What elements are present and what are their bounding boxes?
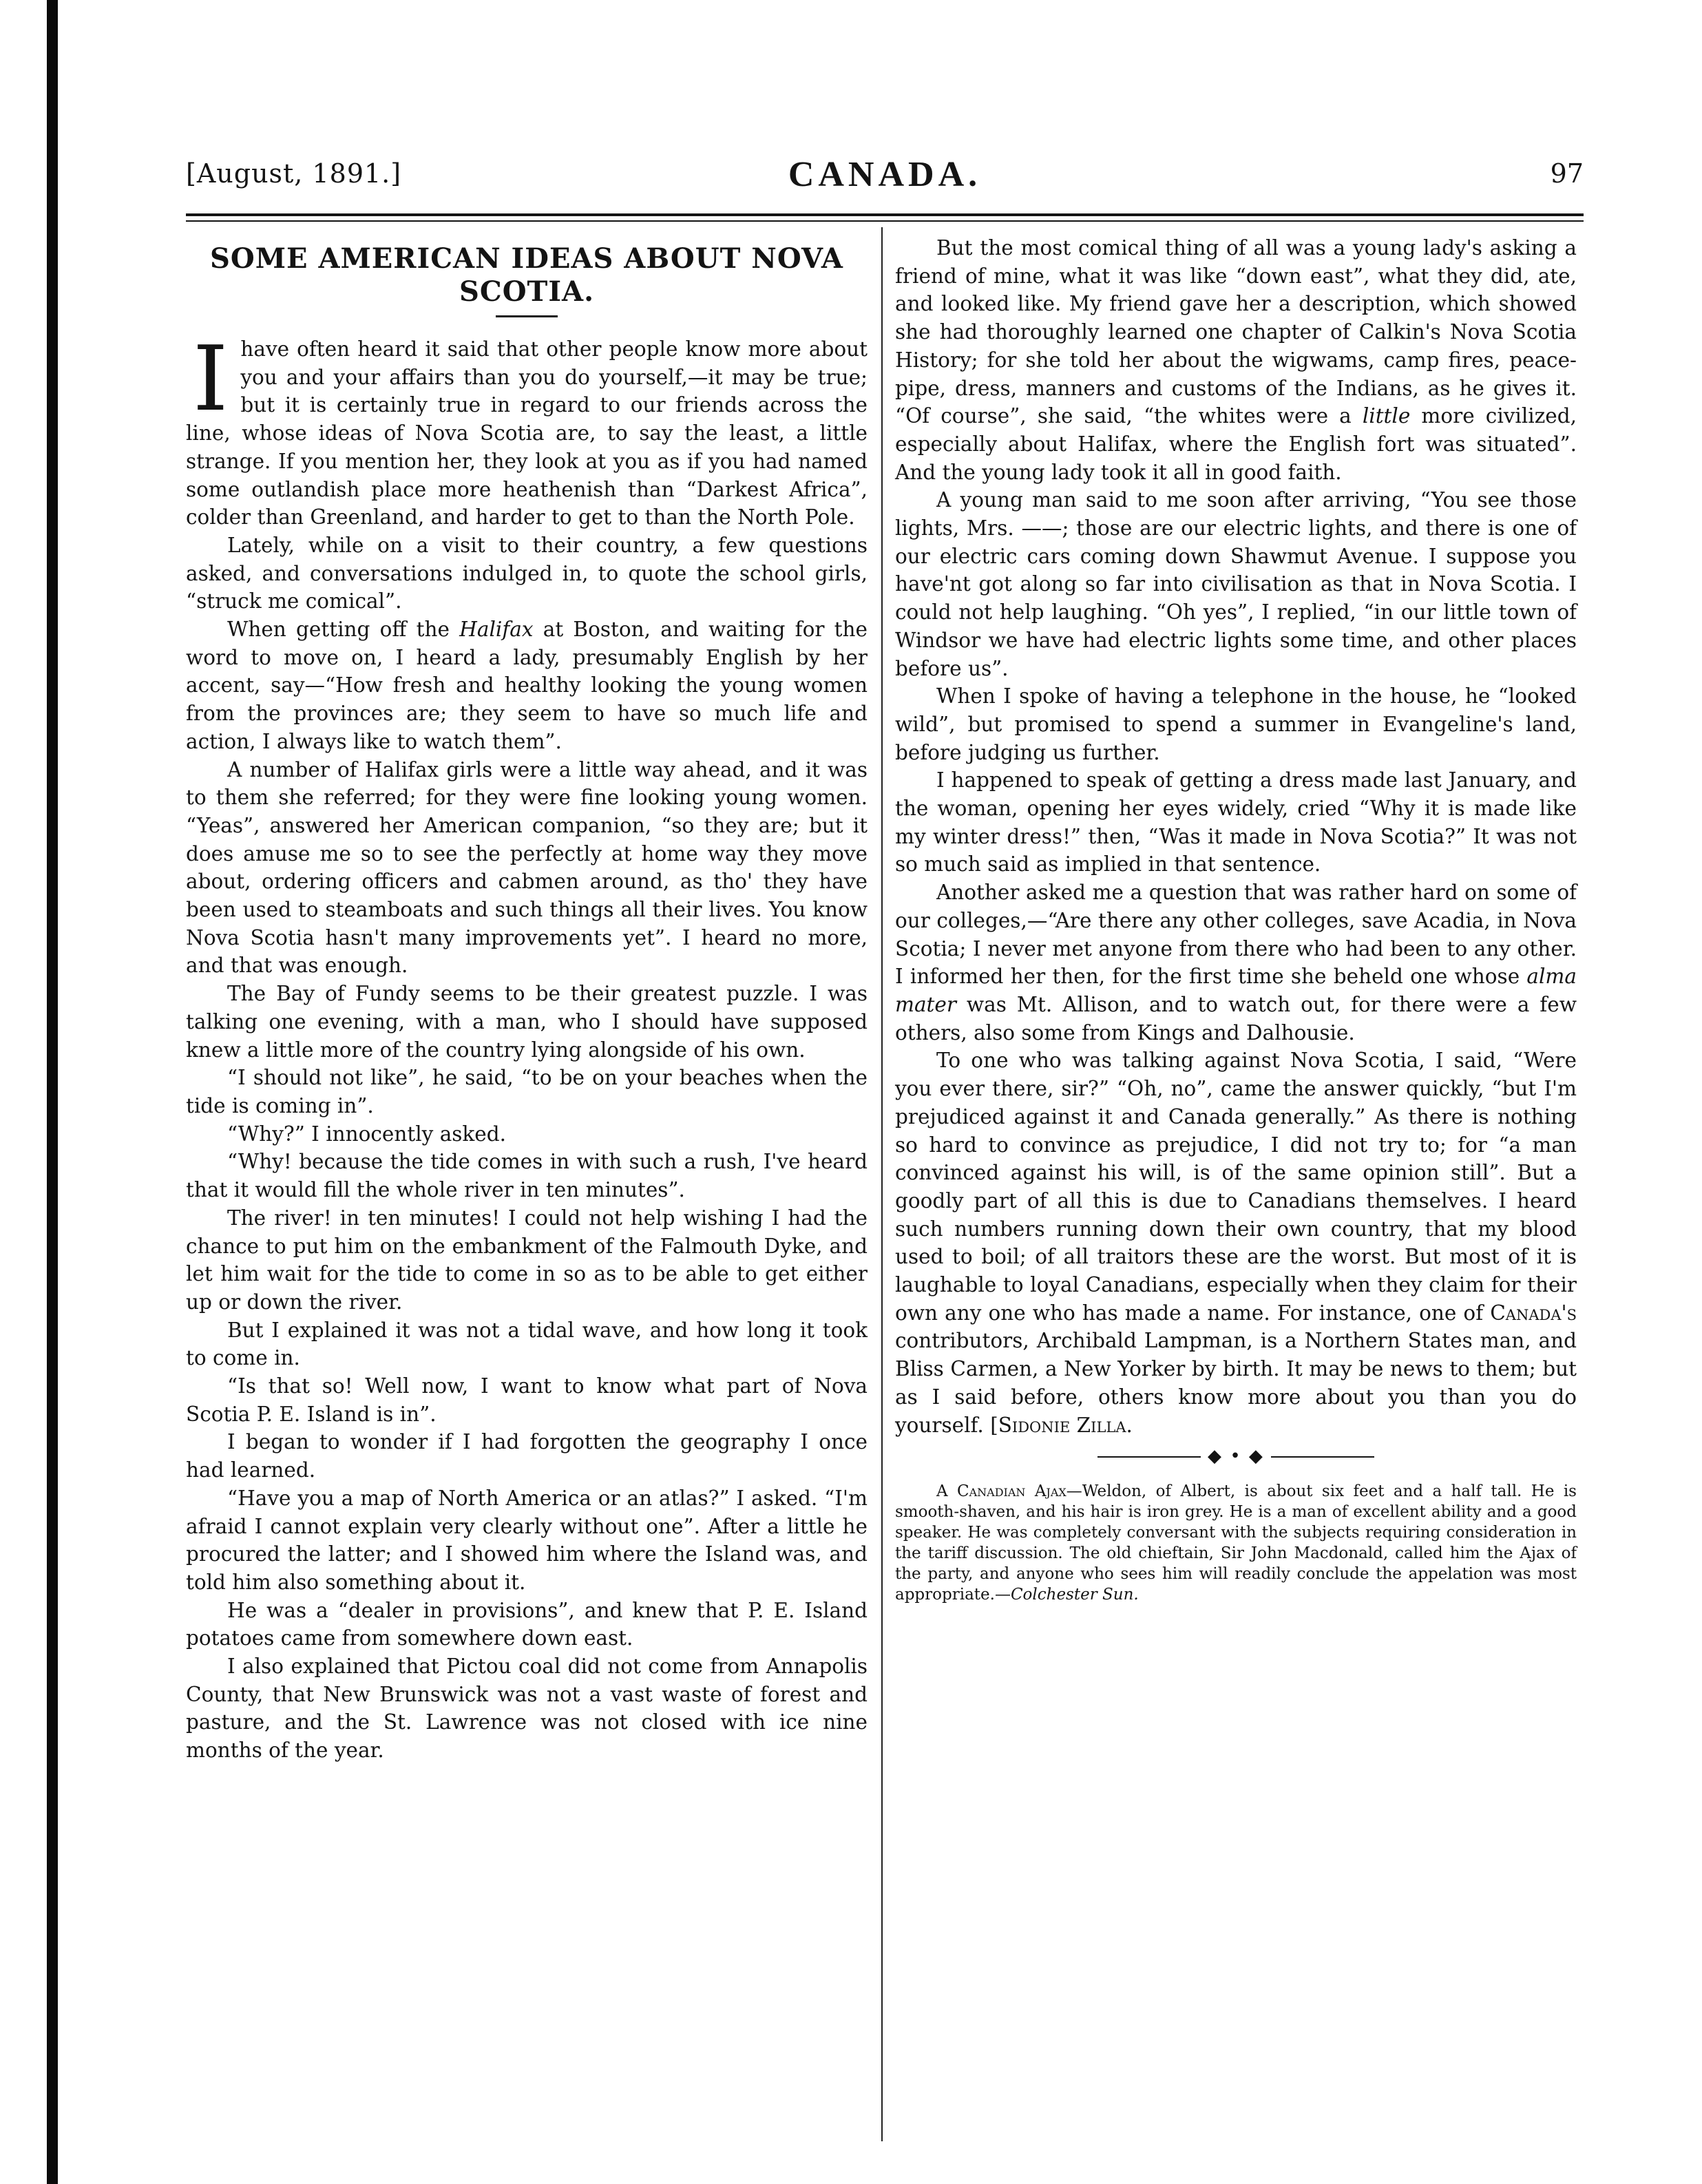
note-source: Colchester Sun. (1010, 1585, 1139, 1604)
section-ornament: ◆ • ◆ (895, 1445, 1577, 1469)
running-head (186, 155, 1584, 207)
paragraph: “Is that so! Well now, I want to know what part of Nova Scotia P. E. Island is in”. (186, 1374, 868, 1426)
paragraph: To one who was talking against Nova Scotia, I said, “Were you ever there, sir?” “Oh, no”, came the answer quickly, “but I'm prejudiced against it and Canada generally.” As there is nothing so hard to convince as prejudice, I did not try to; for “a man convinced against his will, is of the same opinion still”. But a goodly part of all this is due to Canadians themselves. I heard such numbers running down their own country, that my blood used to boil; of all traitors these are the worst. But most of it is laughable to loyal Canadians, especially when they claim for their own any one who has made a name. For instance, one of Canada's contributors, Archibald Lampman, is a Northern States man, and Bliss Carmen, a New Yorker by birth. It may be news to them; but as I said before, others know more about you than you do yourself. [Sidonie Zilla. (895, 1049, 1577, 1437)
title-rule (496, 315, 558, 317)
page (186, 145, 1584, 2141)
paragraph: When getting off the Halifax at Boston, and waiting for the word to move on, I heard a lady, presumably English by her accent, say—“How fresh and healthy looking the young women from the provinces are; they seem to have so much life and action, I always like to watch them”. (186, 618, 868, 753)
paragraph: “Why! because the tide comes in with such a rush, I've heard that it would fill the whole river in ten minutes”. (186, 1150, 868, 1202)
header-rule (186, 213, 1584, 216)
binding-edge (47, 0, 58, 2184)
column-divider (881, 227, 883, 2141)
paragraph: A young man said to me soon after arriving, “You see those lights, Mrs. ——; those are our electric lights, and there is one of our electric cars coming down Shawmut Avenue. I suppose you have'nt got along so far into civilisation as that in Nova Scotia. I could not help laughing. “Oh yes”, I replied, “in our little town of Windsor we have had electric lights some time, and other places before us”. (895, 488, 1577, 680)
ship-name: Halifax (459, 618, 534, 642)
paragraph: “Have you a map of North America or an atlas?” I asked. “I'm afraid I cannot explain very clearly without one”. After a little he procured the latter; and I showed him where the Island was, and told him also something about it. (186, 1486, 868, 1594)
paragraph: He was a “dealer in provisions”, and knew that P. E. Island potatoes came from somewhere down east. (186, 1598, 868, 1650)
emphasis: little (1362, 404, 1411, 428)
paragraph: A number of Halifax girls were a little way ahead, and it was to them she referred; for they were fine looking young women. “Yeas”, answered her American companion, “so they are; but it does amuse me so to see the perfectly at home way they move about, ordering officers and cabmen around, as tho' they have been used to steamboats and such things all their lives. You know Nova Scotia hasn't many improvements yet”. I heard no more, and that was enough. (186, 757, 868, 978)
paragraph: Another asked me a question that was rather hard on some of our colleges,—“Are there any other colleges, save Acadia, in Nova Scotia; I never met anyone from there who had been to any other. I informed her then, for the first time she beheld one whose alma mater was Mt. Allison, and to watch out, for there were a few others, also some from Kings and Dalhousie. (895, 881, 1577, 1044)
header-rule-thin (186, 220, 1584, 222)
paragraph: I also explained that Pictou coal did not come from Annapolis County, that New Brunswick was not a vast waste of forest and pasture, and the St. Lawrence was not closed with ice nine months of the year. (186, 1655, 868, 1763)
note-lead: A Canadian Ajax (936, 1482, 1067, 1501)
paragraph: Ihave often heard it said that other people know more about you and your affairs than you do yourself,—it may be true; but it is certainly true in regard to our friends across the line, whose ideas of Nova Scotia are, to say the least, a little strange. If you mention her, they look at you as if you had named some outlandish place more heathenish than “Darkest Africa”, colder than Greenland, and harder to get to than the North Pole. (186, 326, 868, 529)
drop-cap: I (193, 326, 229, 431)
paragraph: The river! in ten minutes! I could not help wishing I had the chance to put him on the embankment of the Falmouth Dyke, and let him wait for the tide to come in so as to be able to get either up or down the river. (186, 1206, 868, 1314)
paragraph: I began to wonder if I had forgotten the geography I once had learned. (186, 1430, 868, 1482)
paragraph: Lately, while on a visit to their country, a few questions asked, and conversations indulged in, to quote the school girls, “struck me comical”. (186, 533, 868, 613)
magazine-name: Canada's (1490, 1301, 1577, 1325)
paragraph: But the most comical thing of all was a young lady's asking a friend of mine, what it was like “down east”, what they did, ate, and looked like. My friend gave her a description, which showed she had thoroughly learned one chapter of Calkin's Nova Scotia History; for she told her about the wigwams, camp fires, peace-pipe, dress, manners and customs of the Indians, as he gives it. “Of course”, she said, “the whites were a little more civilized, especially about Halifax, where the English fort was situated”. And the young lady took it all in good faith. (895, 236, 1577, 484)
paragraph: The Bay of Fundy seems to be their greatest puzzle. I was talking one evening, with a man, who I should have supposed knew a little more of the country lying alongside of his own. (186, 982, 868, 1062)
paragraph: “Why?” I innocently asked. (227, 1122, 507, 1146)
emphasis: alma mater (895, 965, 1577, 1016)
article-title: SOME AMERICAN IDEAS ABOUT NOVA SCOTIA. (210, 242, 843, 308)
paragraph: I happened to speak of getting a dress made last January, and the woman, opening her eyes widely, cried “Why it is made like my winter dress!” then, “Was it made in Nova Scotia?” It was not so much said as implied in that sentence. (895, 768, 1577, 876)
signature: [Sidonie Zilla. (990, 1413, 1133, 1437)
paragraph: When I spoke of having a telephone in the house, he “looked wild”, but promised to spend a summer in Evangeline's land, before judging us further. (895, 684, 1577, 764)
page-number: 97 (1550, 158, 1584, 189)
paragraph: “I should not like”, he said, “to be on your beaches when the tide is coming in”. (186, 1066, 868, 1117)
news-note: A Canadian Ajax—Weldon, of Albert, is about six feet and a half tall. He is smooth-shaven, and his hair is iron grey. He is a man of excellent ability and a good speaker. He was completely conversant with the subjects requiring consideration in the tariff discussion. The old chieftain, Sir John Macdonald, called him the Ajax of the party, and anyone who sees him will readily conclude the appelation was most appropriate.—Colchester Sun. (895, 1482, 1577, 1604)
left-column (186, 234, 868, 1765)
magazine-title: CANADA. (788, 155, 982, 194)
right-column (895, 234, 1577, 1605)
issue-date: [August, 1891.] (186, 158, 402, 189)
paragraph: But I explained it was not a tidal wave, and how long it took to come in. (186, 1318, 868, 1370)
